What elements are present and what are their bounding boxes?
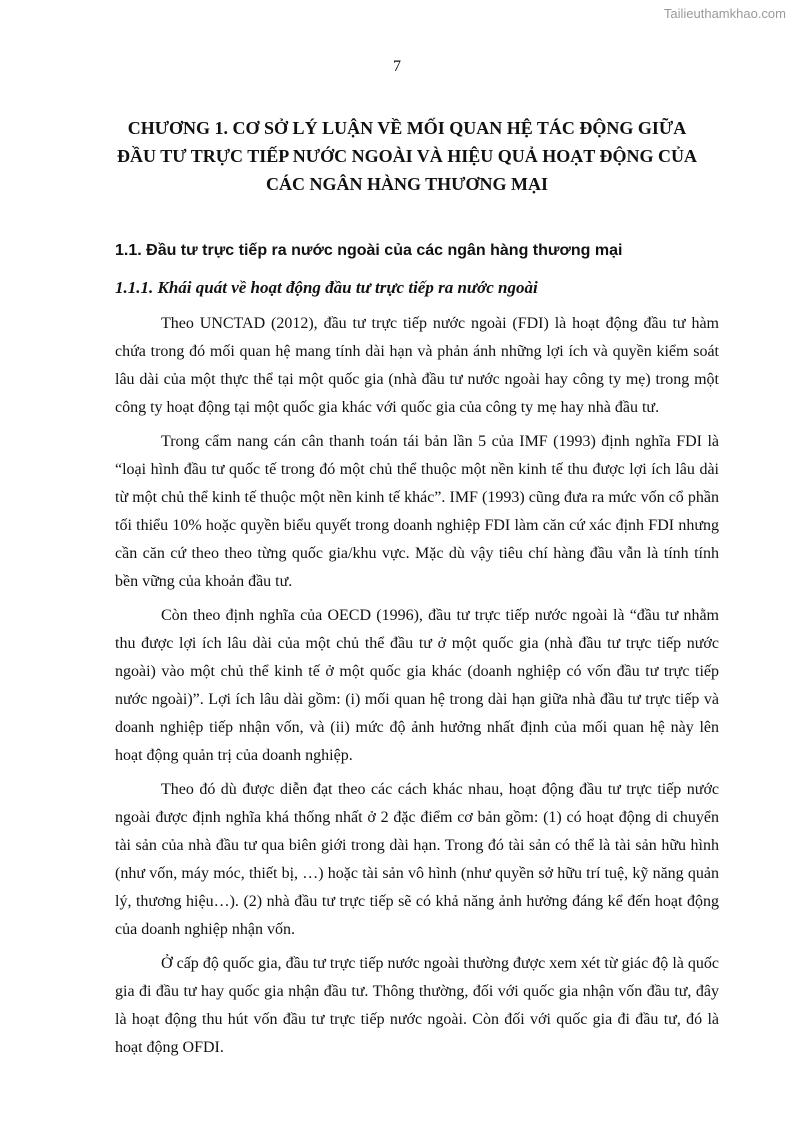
page-number: 7 <box>393 58 401 75</box>
watermark: Tailieuthamkhao.com <box>663 6 786 21</box>
paragraph: Ở cấp độ quốc gia, đầu tư trực tiếp nước ngoài thường được xem xét từ giác độ là quốc gia đi đầu tư hay quốc gia nhận đầu tư. Thông thường, đối với quốc gia nhận vốn đầu tư, đây là hoạt động thu hút vốn đầu tư trực tiếp nước ngoài. Còn đối với quốc gia đi đầu tư, đó là hoạt động OFDI. <box>115 955 719 1056</box>
paragraph: Theo đó dù được diễn đạt theo các cách khác nhau, hoạt động đầu tư trực tiếp nước ngoài được định nghĩa khá thống nhất ở 2 đặc điểm cơ bản gồm: (1) có hoạt động di chuyển tài sản của nhà đầu tư qua biên giới trong dài hạn. Trong đó tài sản có thể là tài sản hữu hình (như vốn, máy móc, thiết bị, …) hoặc tài sản vô hình (như quyền sở hữu trí tuệ, kỹ năng quản lý, thương hiệu…). (2) nhà đầu tư trực tiếp sẽ có khả năng ảnh hưởng đáng kể đến hoạt động của doanh nghiệp nhận vốn. <box>115 781 719 938</box>
chapter-title-line: CÁC NGÂN HÀNG THƯƠNG MẠI <box>266 174 548 194</box>
section-heading: 1.1. Đầu tư trực tiếp ra nước ngoài của các ngân hàng thương mại <box>115 242 623 259</box>
paragraph: Theo UNCTAD (2012), đầu tư trực tiếp nước ngoài (FDI) là hoạt động đầu tư hàm chứa trong đó mối quan hệ mang tính dài hạn và phản ánh những lợi ích và quyền kiểm soát lâu dài của một thực thể tại một quốc gia (nhà đầu tư nước ngoài hay công ty mẹ) trong một công ty hoạt động tại một quốc gia khác với quốc gia của công ty mẹ hay nhà đầu tư. <box>115 315 719 416</box>
chapter-title <box>100 114 714 198</box>
subsection-heading: 1.1.1. Khái quát về hoạt động đầu tư trực tiếp ra nước ngoài <box>115 278 538 297</box>
chapter-title-line: CHƯƠNG 1. CƠ SỞ LÝ LUẬN VỀ MỐI QUAN HỆ TÁC ĐỘNG GIỮA <box>127 118 687 138</box>
paragraph: Còn theo định nghĩa của OECD (1996), đầu tư trực tiếp nước ngoài là “đầu tư nhằm thu được lợi ích lâu dài của một chủ thể đầu tư ở một quốc gia (nhà đầu tư trực tiếp nước ngoài) vào một chủ thể kinh tế ở một quốc gia khác (doanh nghiệp có vốn đầu tư trực tiếp nước ngoài)”. Lợi ích lâu dài gồm: (i) mối quan hệ trong dài hạn giữa nhà đầu tư trực tiếp và doanh nghiệp tiếp nhận vốn, và (ii) mức độ ảnh hưởng nhất định của mối quan hệ này lên hoạt động quản trị của doanh nghiệp. <box>115 607 719 764</box>
body-text <box>115 310 719 1068</box>
chapter-title-line: ĐẦU TƯ TRỰC TIẾP NƯỚC NGOÀI VÀ HIỆU QUẢ HOẠT ĐỘNG CỦA <box>117 146 697 166</box>
paragraph: Trong cẩm nang cán cân thanh toán tái bản lần 5 của IMF (1993) định nghĩa FDI là “loại hình đầu tư quốc tế trong đó một chủ thể thuộc một nền kinh tế thu được lợi ích lâu dài từ một chủ thể kinh tế thuộc một nền kinh tế khác”. IMF (1993) cũng đưa ra mức vốn cổ phần tối thiểu 10% hoặc quyền biểu quyết trong doanh nghiệp FDI làm căn cứ xác định FDI nhưng cần căn cứ theo theo từng quốc gia/khu vực. Mặc dù vậy tiêu chí hàng đầu vẫn là tính tính bền vững của khoản đầu tư. <box>115 433 719 590</box>
